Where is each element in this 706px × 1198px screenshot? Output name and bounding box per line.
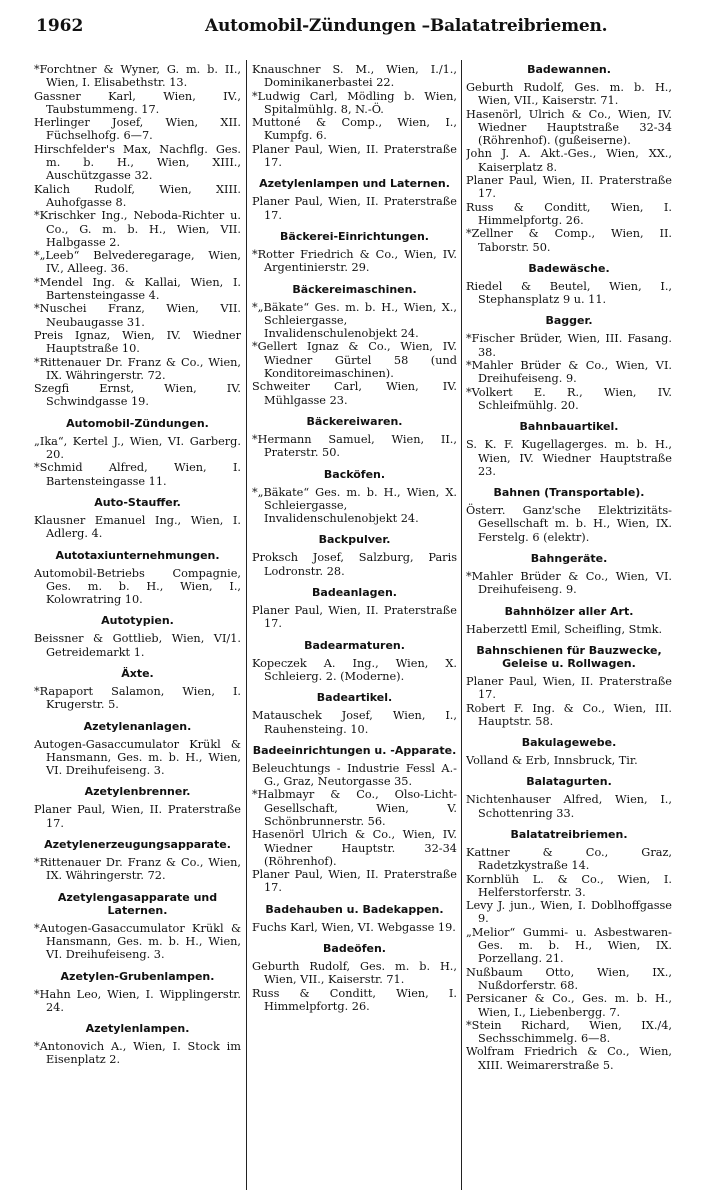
category-heading: Bahnen (Transportable).	[493, 486, 645, 500]
directory-entry: *Stein Richard, Wien, IX./4, Sechsschimmelg. 6—8.	[466, 1018, 672, 1046]
directory-entry: *Rittenauer Dr. Franz & Co., Wien, IX. Währingerstr. 72.	[34, 355, 241, 382]
category-heading: Balatagurten.	[526, 775, 612, 789]
category-heading: Badeeinrichtungen u. -Apparate.	[252, 743, 457, 757]
category-heading: Balatatreibriemen.	[510, 827, 628, 841]
category-heading: Backöfen.	[323, 467, 386, 481]
category-heading: Bäckereiwaren.	[306, 414, 403, 428]
directory-entry: *Gellert Ignaz & Co., Wien, IV. Wiedner Gürtel 58 (und Konditoreimaschinen).	[252, 340, 457, 381]
directory-entry: *Forchtner & Wyner, G. m. b. II., Wien, I. Elisabethstr. 13.	[34, 63, 241, 90]
directory-entry: Automobil-Betriebs Compagnie, Ges. m. b. H., Wien, I., Kolowratring 10.	[34, 566, 241, 607]
directory-entry: Kattner & Co., Graz, Radetzkystraße 14.	[466, 845, 672, 873]
category-heading: Bahnschienen für Bauzwecke, Geleise u. Rollwagen.	[476, 643, 662, 670]
directory-entry: Kornblüh L. & Co., Wien, I. Helferstorferstr. 3.	[466, 872, 672, 899]
directory-entry: Schweiter Carl, Wien, IV. Mühlgasse 23.	[252, 380, 457, 407]
directory-entry: Haberzettl Emil, Scheifling, Stmk.	[466, 622, 663, 636]
directory-entry: Levy J. jun., Wien, I. Doblhoffgasse 9.	[466, 899, 672, 926]
category-heading: Azetylenerzeugungsapparate.	[44, 838, 231, 852]
directory-entry: Russ & Conditt, Wien, I. Himmelpfortg. 26.	[252, 986, 457, 1013]
directory-entry: *Mendel Ing. & Kallai, Wien, I. Bartensteingasse 4.	[34, 275, 241, 303]
category-heading: Bagger.	[545, 314, 593, 328]
directory-entry: Volland & Erb, Innsbruck, Tir.	[466, 754, 638, 768]
category-heading: Bäckerei-Einrichtungen.	[280, 229, 429, 243]
directory-entry: Riedel & Beutel, Wien, I., Stephansplatz 9 u. 11.	[466, 279, 672, 307]
page-number: 1962	[36, 16, 84, 36]
directory-entry: Szegfi Ernst, Wien, IV. Schwindgasse 19.	[34, 382, 241, 409]
running-title: Automobil-Zündungen –Balatatreibriemen.	[205, 16, 608, 36]
directory-entry: Robert F. Ing. & Co., Wien, III. Hauptstr. 58.	[466, 701, 672, 728]
directory-entry: Muttoné & Comp., Wien, I., Kumpfg. 6.	[252, 116, 457, 143]
directory-entry: Hasenörl Ulrich & Co., Wien, IV. Wiedner Hauptstr. 32-34 (Röhrenhof).	[252, 828, 457, 868]
directory-entry: Klausner Emanuel Ing., Wien, I. Adlerg. 4.	[34, 513, 241, 541]
category-heading: Äxte.	[121, 666, 154, 680]
directory-entry: Preis Ignaz, Wien, IV. Wiedner Hauptstraße 10.	[34, 328, 241, 356]
directory-entry: *Rotter Friedrich & Co., Wien, IV. Argentinierstr. 29.	[252, 247, 457, 275]
category-heading: Bahnbauartikel.	[519, 420, 619, 434]
directory-entry: Autogen-Gasaccumulator Krükl & Hansmann, Ges. m. b. H., Wien, VI. Dreihufeiseng. 3.	[34, 737, 241, 778]
category-heading: Autotaxiunternehmungen.	[55, 548, 220, 562]
column-left	[34, 63, 241, 1193]
directory-entry: *Antonovich A., Wien, I. Stock im Eisenplatz 2.	[34, 1040, 241, 1067]
directory-entry: *Krischker Ing., Neboda-Richter u. Co., G. m. b. H., Wien, VII. Halbgasse 2.	[34, 209, 241, 249]
directory-entry: Kalich Rudolf, Wien, XIII. Auhofgasse 8.	[34, 182, 241, 209]
directory-entry: Hasenörl, Ulrich & Co., Wien, IV. Wiedner Hauptstraße 32-34 (Röhrenhof). (gußeiserne).	[466, 107, 672, 148]
category-heading: Azetylenbrenner.	[84, 785, 191, 799]
directory-entry: Fuchs Karl, Wien, VI. Webgasse 19.	[252, 920, 456, 934]
category-heading: Azetylengasapparate und Laternen.	[57, 890, 218, 917]
directory-entry: Gassner Karl, Wien, IV., Taubstummeng. 17.	[34, 89, 241, 116]
category-heading: Azetylenanlagen.	[83, 719, 192, 733]
directory-entry: *„Bäkate“ Ges. m. b. H., Wien, X. Schleiergasse, Invalidenschulenobjekt 24.	[252, 485, 457, 526]
directory-entry: *Nuschei Franz, Wien, VII. Neubaugasse 31.	[34, 302, 241, 329]
directory-entry: Knauschner S. M., Wien, I./1., Dominikanerbastei 22.	[252, 63, 457, 90]
category-heading: Badearmaturen.	[304, 638, 405, 652]
directory-entry: Proksch Josef, Salzburg, Paris Lodronstr. 28.	[252, 551, 457, 578]
directory-entry: *Schmid Alfred, Wien, I. Bartensteingasse 11.	[34, 461, 241, 488]
directory-entry: Planer Paul, Wien, II. Praterstraße 17.	[466, 174, 672, 201]
directory-entry: Planer Paul, Wien, II. Praterstraße 17.	[252, 195, 457, 222]
column-middle	[252, 63, 457, 1193]
column-divider-left	[246, 60, 247, 1190]
directory-entry: Österr. Ganz'sche Elektrizitäts-Gesellschaft m. b. H., Wien, IX. Ferstelg. 6 (elektr).	[466, 504, 672, 544]
category-heading: Badehauben u. Badekappen.	[265, 902, 444, 916]
category-heading: Badeöfen.	[323, 942, 386, 956]
category-heading: Azetylen-Grubenlampen.	[60, 969, 215, 983]
category-heading: Bakulagewebe.	[521, 736, 617, 750]
directory-entry: *„Bäkate“ Ges. m. b. H., Wien, X., Schleiergasse, Invalidenschulenobjekt 24.	[252, 300, 457, 341]
directory-entry: *Hahn Leo, Wien, I. Wipplingerstr. 24.	[34, 987, 241, 1014]
directory-entry: Beleuchtungs - Industrie Fessl A.-G., Graz, Neutorgasse 35.	[252, 761, 457, 789]
category-heading: Azetylenlampen.	[85, 1022, 190, 1036]
directory-entry: „Melior“ Gummi- u. Asbestwaren-Ges. m. b. H., Wien, IX. Porzellang. 21.	[466, 925, 672, 966]
directory-entry: Russ & Conditt, Wien, I. Himmelpfortg. 26.	[466, 200, 672, 227]
directory-entry: Nichtenhauser Alfred, Wien, I., Schottenring 33.	[466, 793, 672, 820]
directory-entry: Herlinger Josef, Wien, XII. Füchselhofg. 6—7.	[34, 116, 241, 143]
directory-entry: Persicaner & Co., Ges. m. b. H., Wien, I., Liebenbergg. 7.	[466, 992, 672, 1019]
directory-entry: *Volkert E. R., Wien, IV. Schleifmühlg. 20.	[466, 385, 672, 412]
category-heading: Auto-Stauffer.	[94, 495, 181, 509]
category-heading: Badewäsche.	[528, 261, 610, 275]
directory-entry: Matauschek Josef, Wien, I., Rauhensteing. 10.	[252, 709, 457, 736]
directory-entry: Planer Paul, Wien, II. Praterstraße 17.	[466, 674, 672, 702]
directory-entry: Hirschfelder's Max, Nachflg. Ges. m. b. H., Wien, XIII., Auschützgasse 32.	[34, 142, 241, 183]
category-heading: Badewannen.	[527, 63, 611, 76]
category-heading: Bahnhölzer aller Art.	[504, 604, 634, 618]
category-heading: Backpulver.	[318, 533, 391, 547]
category-heading: Badeartikel.	[316, 691, 393, 705]
directory-entry: Geburth Rudolf, Ges. m. b. H., Wien, VII., Kaiserstr. 71.	[252, 960, 457, 987]
category-heading: Autotypien.	[101, 614, 174, 628]
directory-entry: Wolfram Friedrich & Co., Wien, XIII. Weimarerstraße 5.	[466, 1045, 672, 1072]
directory-entry: „Ika“, Kertel J., Wien, VI. Garberg. 20.	[34, 434, 241, 462]
directory-entry: Geburth Rudolf, Ges. m. b. H., Wien, VII., Kaiserstr. 71.	[466, 81, 672, 108]
directory-entry: Planer Paul, Wien, II. Praterstraße 17.	[34, 803, 241, 830]
directory-entry: *Fischer Brüder, Wien, III. Fasang. 38.	[466, 332, 672, 359]
directory-entry: S. K. F. Kugellagerges. m. b. H., Wien, IV. Wiedner Hauptstraße 23.	[466, 438, 672, 478]
directory-entry: Planer Paul, Wien, II. Praterstraße 17.	[252, 604, 457, 631]
category-heading: Automobil-Zündungen.	[66, 416, 209, 430]
directory-entry: Planer Paul, Wien, II. Praterstraße 17.	[252, 868, 457, 895]
column-right	[466, 63, 672, 1193]
directory-entry: *Hermann Samuel, Wien, II., Praterstr. 50.	[252, 432, 457, 460]
directory-entry: *Mahler Brüder & Co., Wien, VI. Dreihufeiseng. 9.	[466, 570, 672, 597]
directory-entry: *Autogen-Gasaccumulator Krükl & Hansmann, Ges. m. b. H., Wien, VI. Dreihufeiseng. 3.	[34, 921, 241, 962]
directory-entry: John J. A. Akt.-Ges., Wien, XX., Kaiserplatz 8.	[466, 147, 672, 174]
category-heading: Badeanlagen.	[312, 586, 397, 600]
directory-entry: Planer Paul, Wien, II. Praterstraße 17.	[252, 142, 457, 170]
category-heading: Bäckereimaschinen.	[292, 282, 417, 296]
directory-entry: *„Leeb“ Belvederegarage, Wien, IV., Alleeg. 36.	[34, 249, 241, 276]
directory-entry: Nußbaum Otto, Wien, IX., Nußdorferstr. 68.	[466, 965, 672, 992]
directory-entry: Beissner & Gottlieb, Wien, VI/1. Getreidemarkt 1.	[34, 632, 241, 659]
directory-entry: *Rapaport Salamon, Wien, I. Krugerstr. 5.	[34, 684, 241, 712]
column-divider-right	[461, 60, 462, 1190]
category-heading: Bahngeräte.	[530, 552, 608, 566]
directory-entry: Kopeczek A. Ing., Wien, X. Schleierg. 2. (Moderne).	[252, 656, 457, 683]
directory-entry: *Zellner & Comp., Wien, II. Taborstr. 50.	[466, 227, 672, 254]
directory-entry: *Mahler Brüder & Co., Wien, VI. Dreihufeiseng. 9.	[466, 359, 672, 386]
directory-entry: *Ludwig Carl, Mödling b. Wien, Spitalmühlg. 8, N.-Ö.	[252, 89, 457, 116]
page-header	[30, 16, 690, 40]
directory-entry: *Halbmayr & Co., Olso-Licht-Gesellschaft, Wien, V. Schönbrunnerstr. 56.	[252, 788, 457, 828]
directory-entry: *Rittenauer Dr. Franz & Co., Wien, IX. Währingerstr. 72.	[34, 856, 241, 883]
category-heading: Azetylenlampen und Laternen.	[259, 177, 450, 191]
